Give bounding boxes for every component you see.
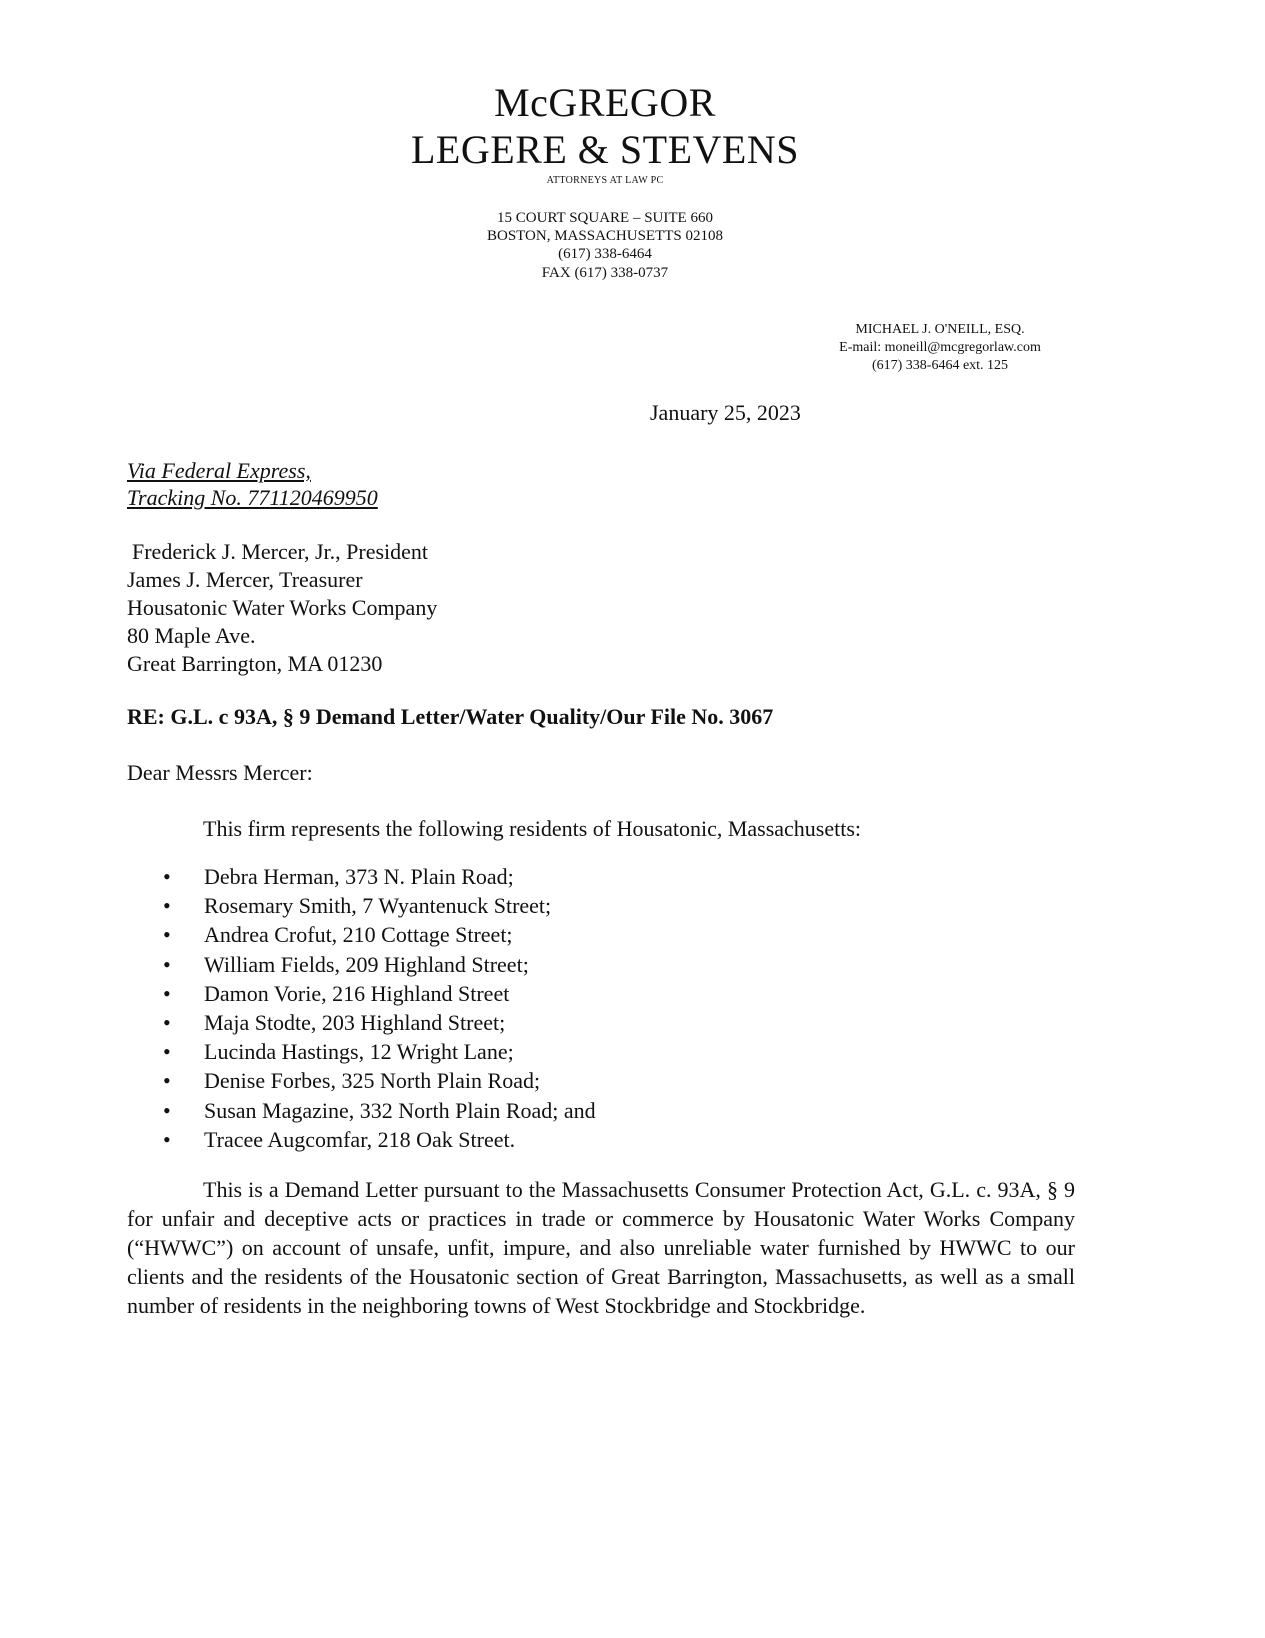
attorney-phone: (617) 338-6464 ext. 125 — [871, 358, 1009, 373]
recipient-line4: 80 Maple Ave. — [127, 623, 256, 648]
letter-date: January 25, 2023 — [650, 400, 801, 425]
delivery-method: Via Federal Express, — [127, 458, 311, 483]
recipient-line5: Great Barrington, MA 01230 — [127, 651, 383, 676]
list-item: • Andrea Crofut, 210 Cottage Street; — [160, 920, 596, 949]
list-item: • Tracee Augcomfar, 218 Oak Street. — [160, 1125, 596, 1154]
list-item: • Rosemary Smith, 7 Wyantenuck Street; — [160, 891, 596, 920]
subject-line: RE: G.L. c 93A, § 9 Demand Letter/Water Quality/Our File No. 3067 — [127, 704, 774, 729]
firm-subtitle: ATTORNEYS AT LAW PC — [546, 175, 664, 186]
firm-address-line2: BOSTON, MASSACHUSETTS 02108 — [486, 228, 723, 244]
demand-paragraph: This is a Demand Letter pursuant to the Massachusetts Consumer Protection Act, G.L. c. 93A, § 9 for unfair and deceptive acts or practices in trade or commerce by Housatonic Water Works Company (“HWWC”) on account of unsafe, unfit, impure, and also unreliable water furnished by HWWC to our clients and the residents of the Housatonic section of Great Barrington, Massachusetts, as well as a small number of residents in the neighboring towns of West Stockbridge and Stockbridge. — [127, 1177, 1075, 1318]
attorney-email: E-mail: moneill@mcgregorlaw.com — [839, 340, 1041, 355]
client-list — [160, 862, 596, 1154]
list-item: • William Fields, 209 Highland Street; — [160, 950, 596, 979]
firm-fax: FAX (617) 338-0737 — [541, 265, 669, 281]
list-item: • Damon Vorie, 216 Highland Street — [160, 979, 596, 1008]
list-item: • Debra Herman, 373 N. Plain Road; — [160, 862, 596, 891]
list-item: • Lucinda Hastings, 12 Wright Lane; — [160, 1037, 596, 1066]
firm-name-line2: LEGERE & STEVENS — [411, 127, 799, 172]
list-item: • Maja Stodte, 203 Highland Street; — [160, 1008, 596, 1037]
list-item: • Denise Forbes, 325 North Plain Road; — [160, 1066, 596, 1095]
firm-phone: (617) 338-6464 — [558, 246, 652, 262]
recipient-line3: Housatonic Water Works Company — [127, 595, 438, 620]
recipient-line1: Frederick J. Mercer, Jr., President — [132, 539, 429, 564]
recipient-line2: James J. Mercer, Treasurer — [127, 567, 363, 592]
list-item: • Susan Magazine, 332 North Plain Road; and — [160, 1096, 596, 1125]
firm-name-line1: McGREGOR — [494, 80, 716, 125]
salutation: Dear Messrs Mercer: — [127, 760, 313, 785]
attorney-name: MICHAEL J. O'NEILL, ESQ. — [855, 322, 1025, 337]
tracking-number: Tracking No. 771120469950 — [127, 485, 378, 510]
intro-sentence: This firm represents the following residents of Housatonic, Massachusetts: — [203, 816, 862, 841]
firm-address-line1: 15 COURT SQUARE – SUITE 660 — [497, 210, 713, 226]
